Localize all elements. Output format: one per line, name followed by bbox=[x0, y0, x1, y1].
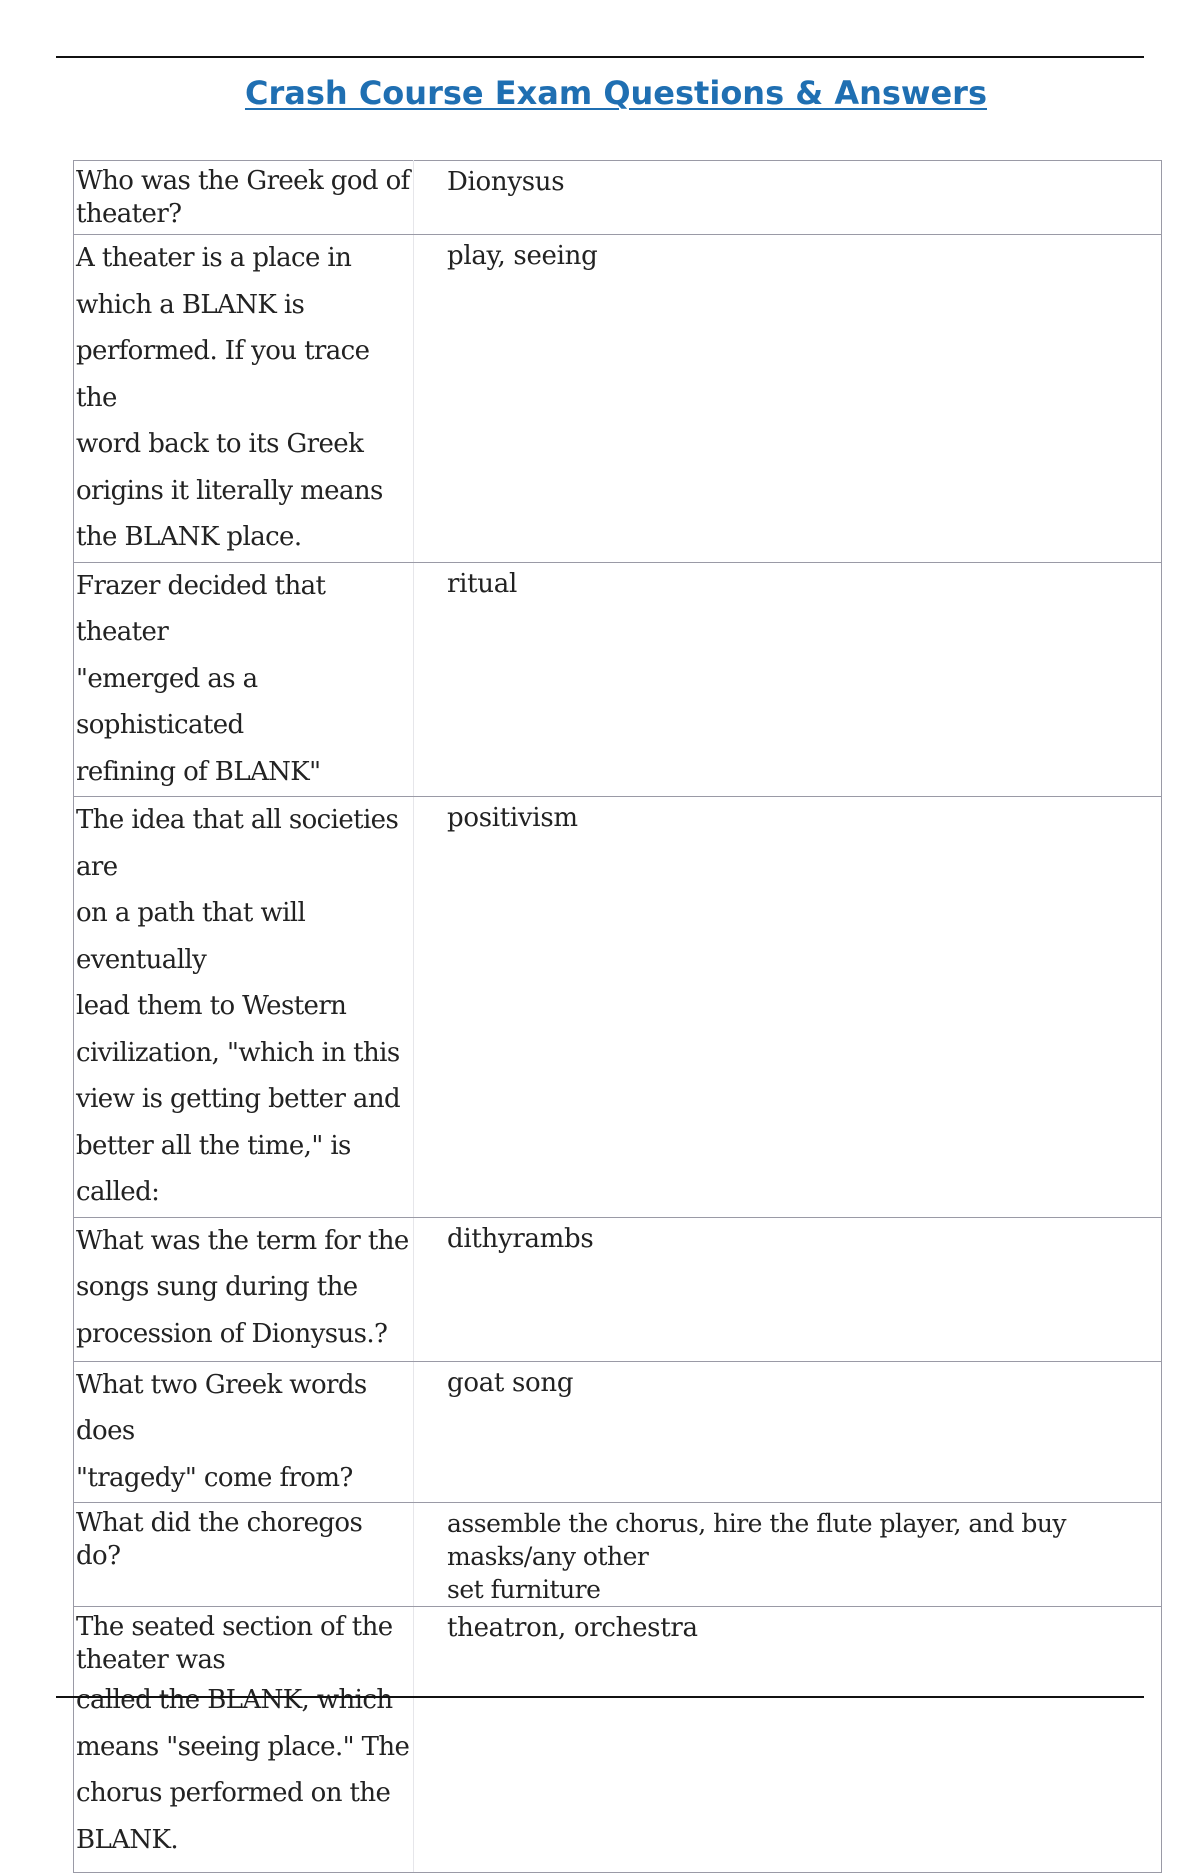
answer-cell bbox=[414, 562, 1162, 797]
question-text: A theater is a place in which a BLANK is performed. If you trace the word back to its Greek origins it literally means the BLANK place. bbox=[76, 243, 383, 552]
question-text-continued: called the BLANK, which means "seeing place." The chorus performed on the BLANK. bbox=[76, 1685, 410, 1855]
question-text: What was the term for the songs sung during the procession of Dionysus.? bbox=[76, 1225, 409, 1349]
document-title: Crash Course Exam Questions & Answers bbox=[244, 74, 987, 112]
answer-cell bbox=[414, 235, 1162, 563]
table-row bbox=[74, 1607, 1162, 1873]
top-rule bbox=[56, 56, 1144, 58]
question-cell bbox=[74, 235, 414, 563]
table-row bbox=[74, 797, 1162, 1218]
answer-cell bbox=[414, 161, 1162, 235]
question-text: Who was the Greek god of theater? bbox=[76, 166, 410, 229]
answer-cell bbox=[414, 797, 1162, 1218]
answer-text: ritual bbox=[447, 568, 517, 599]
bottom-rule bbox=[56, 1696, 1144, 1698]
answer-text: theatron, orchestra bbox=[447, 1613, 698, 1643]
question-cell bbox=[74, 1503, 414, 1607]
table-row bbox=[74, 1503, 1162, 1607]
answer-cell bbox=[414, 1361, 1162, 1503]
question-cell bbox=[74, 562, 414, 797]
answer-text: assemble the chorus, hire the flute player, and buy masks/any other set furniture bbox=[447, 1509, 1067, 1604]
question-text: The seated section of the theater was bbox=[76, 1612, 393, 1675]
table-row bbox=[74, 1217, 1162, 1361]
answer-text: dithyrambs bbox=[447, 1223, 594, 1254]
qa-table bbox=[73, 160, 1162, 1873]
table-row bbox=[74, 161, 1162, 235]
answer-cell bbox=[414, 1503, 1162, 1607]
question-text: Frazer decided that theater "emerged as a sophisticated refining of BLANK" bbox=[76, 570, 326, 787]
answer-cell bbox=[414, 1217, 1162, 1361]
question-cell bbox=[74, 797, 414, 1218]
answer-text: play, seeing bbox=[447, 241, 598, 271]
question-cell bbox=[74, 1607, 414, 1873]
question-text: What did the choregos do? bbox=[76, 1508, 363, 1571]
table-row bbox=[74, 1361, 1162, 1503]
question-text: What two Greek words does "tragedy" come from? bbox=[76, 1369, 367, 1493]
answer-text: goat song bbox=[447, 1367, 574, 1398]
question-cell bbox=[74, 161, 414, 235]
answer-text: positivism bbox=[447, 803, 578, 833]
table-row bbox=[74, 235, 1162, 563]
question-text: The idea that all societies are on a path that will eventually lead them to Western civilization, "which in this view is getting better and better all the time," is called: bbox=[76, 805, 401, 1207]
answer-cell bbox=[414, 1607, 1162, 1873]
answer-text: Dionysus bbox=[447, 167, 565, 197]
question-cell bbox=[74, 1361, 414, 1503]
question-cell bbox=[74, 1217, 414, 1361]
table-row bbox=[74, 562, 1162, 797]
